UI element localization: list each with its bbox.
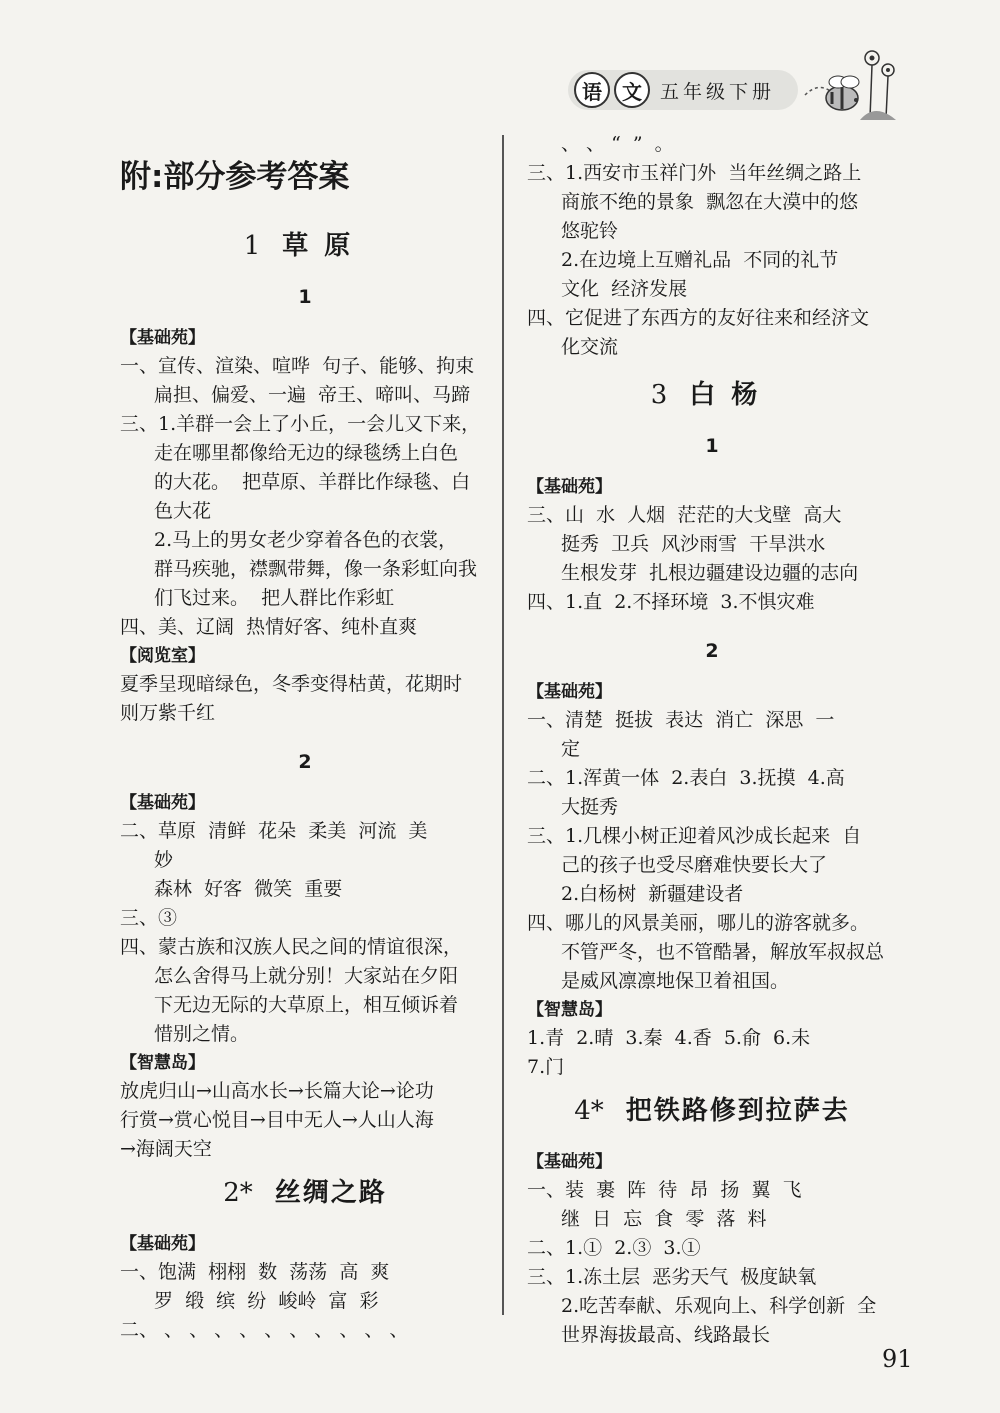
answer-line: 群马疾驰，襟飘带舞，像一条彩虹向我 [154, 558, 478, 580]
answer-line: 7.门 [527, 1056, 565, 1078]
answer-line: 放虎归山→山高水长→长篇大论→论功 [120, 1080, 434, 1102]
lesson-number: 2* [223, 1178, 253, 1208]
answer-line: 悠驼铃 [561, 220, 619, 242]
answer-line: 夏季呈现暗绿色，冬季变得枯黄，花期时 [120, 673, 463, 695]
answer-line: 四、美、辽阔 热情好客、纯朴直爽 [120, 616, 418, 638]
answer-line: 四、蒙古族和汉族人民之间的情谊很深， [120, 936, 463, 958]
answer-line: 四、哪儿的风景美丽，哪儿的游客就多。 [527, 912, 870, 934]
answer-line: 三、1.冻土层 恶劣天气 极度缺氧 [527, 1266, 817, 1288]
page-header [568, 40, 898, 130]
answer-line: 商旅不绝的景象 飘忽在大漠中的悠 [561, 191, 859, 213]
lesson-4-title [527, 1088, 897, 1134]
lesson-name: 把铁路修到拉萨去 [625, 1096, 850, 1126]
answer-line: 生根发芽 扎根边疆建设边疆的志向 [561, 562, 859, 584]
answer-line: 世界海拔最高、线路最长 [561, 1324, 771, 1346]
section-label-jichu: 【基础苑】 [120, 1234, 205, 1254]
answer-line: 四、1.直 2.不择环境 3.不惧灾难 [527, 591, 815, 613]
answer-line: 走在哪里都像给无边的绿毯绣上白色 [154, 442, 459, 464]
part-number: 2 [298, 751, 312, 773]
answer-line: 2.白杨树 新疆建设者 [561, 883, 744, 905]
lesson-2-title [120, 1170, 490, 1216]
left-column [120, 155, 490, 1345]
answer-line: 二、1.① 2.③ 3.① [527, 1237, 701, 1259]
answer-line: 不管严冬，也不管酷暑，解放军叔叔总 [561, 941, 885, 963]
answer-line: 三、1.几棵小树正迎着风沙成长起来 自 [527, 825, 862, 847]
answer-line: 们飞过来。 把人群比作彩虹 [154, 587, 395, 609]
part-number: 1 [298, 286, 312, 308]
section-label-jichu: 【基础苑】 [120, 328, 205, 348]
answer-line: 2.吃苦奉献、乐观向上、科学创新 全 [561, 1295, 877, 1317]
lesson-name: 白杨 [689, 380, 774, 410]
answer-line: 一、装 裹 阵 待 昂 扬 翼 飞 [527, 1179, 802, 1201]
part-number: 2 [705, 640, 719, 662]
answer-line: 、 、 “ ” 。 [561, 133, 674, 155]
subject-char-1: 语 [574, 72, 610, 108]
answer-line: 是威风凛凛地保卫着祖国。 [561, 970, 790, 992]
answer-line: 森林 好客 微笑 重要 [154, 878, 343, 900]
answer-line: 色大花 [154, 500, 212, 522]
answer-line: 的大花。 把草原、羊群比作绿毯、白 [154, 471, 471, 493]
answer-line: 三、③ [120, 907, 178, 929]
lesson-3-title [527, 372, 897, 418]
answer-line: 三、山 水 人烟 茫茫的大戈壁 高大 [527, 504, 842, 526]
section-label-jichu: 【基础苑】 [527, 477, 612, 497]
answer-line: 1.青 2.晴 3.秦 4.香 5.俞 6.未 [527, 1027, 811, 1049]
page-number: 91 [882, 1345, 913, 1373]
answer-line: 化交流 [561, 336, 619, 358]
answer-line: 二、 、 、 、 、 、 、 、 、 、 、 [120, 1319, 409, 1341]
answer-line: 则万紫千红 [120, 702, 216, 724]
answer-line: 罗 缎 缤 纷 峻岭 富 彩 [154, 1290, 379, 1312]
answer-line: 文化 经济发展 [561, 278, 688, 300]
section-label-jichu: 【基础苑】 [120, 793, 205, 813]
answer-line: 一、宣传、渲染、喧哗 句子、能够、拘束 [120, 355, 475, 377]
appendix-title: 附:部分参考答案 [120, 159, 350, 195]
lesson-1-title [120, 223, 490, 269]
answer-line: 继 日 忘 食 零 落 料 [561, 1208, 767, 1230]
lesson-name: 丝绸之路 [274, 1178, 387, 1208]
lesson-number: 3 [650, 380, 668, 410]
column-divider [502, 135, 504, 1315]
section-label-zhihui: 【智慧岛】 [527, 1000, 612, 1020]
part-number: 1 [705, 435, 719, 457]
section-label-yuelan: 【阅览室】 [120, 646, 205, 666]
lesson-name: 草原 [282, 231, 367, 261]
answer-line: 扁担、偏爱、一遍 帝王、啼叫、马蹄 [154, 384, 471, 406]
answer-line: 二、1.浑黄一体 2.表白 3.抚摸 4.高 [527, 767, 845, 789]
answer-line: 一、清楚 挺拔 表达 消亡 深思 一 [527, 709, 835, 731]
answer-line: 行赏→赏心悦目→目中无人→人山人海 [120, 1109, 434, 1131]
section-label-jichu: 【基础苑】 [527, 682, 612, 702]
answer-line: 二、草原 清鲜 花朵 柔美 河流 美 [120, 820, 428, 842]
answer-line: 四、它促进了东西方的友好往来和经济文 [527, 307, 870, 329]
subject-grade-banner [568, 70, 798, 110]
section-label-zhihui: 【智慧岛】 [120, 1053, 205, 1073]
answer-line: 一、饱满 栩栩 数 荡荡 高 爽 [120, 1261, 390, 1283]
subject-char-2: 文 [614, 72, 650, 108]
answer-line: 定 [561, 738, 581, 760]
answer-line: 2.在边境上互赠礼品 不同的礼节 [561, 249, 839, 271]
grade-label: 五年级下册 [660, 80, 776, 103]
answer-line: 2.马上的男女老少穿着各色的衣裳， [154, 529, 458, 551]
lesson-number: 4* [574, 1096, 604, 1126]
answer-line: 怎么舍得马上就分别！大家站在夕阳 [154, 965, 459, 987]
right-column [527, 130, 897, 1350]
answer-line: 三、1.羊群一会上了小丘，一会儿又下来， [120, 413, 481, 435]
lesson-number: 1 [243, 231, 261, 261]
answer-line: 下无边无际的大草原上，相互倾诉着 [154, 994, 459, 1016]
answer-line: →海阔天空 [120, 1138, 212, 1160]
answer-line: 挺秀 卫兵 风沙雨雪 干旱洪水 [561, 533, 826, 555]
answer-line: 三、1.西安市玉祥门外 当年丝绸之路上 [527, 162, 862, 184]
bee-flower-icon [800, 40, 900, 130]
answer-line: 己的孩子也受尽磨难快要长大了 [561, 854, 828, 876]
answer-line: 惜别之情。 [154, 1023, 250, 1045]
answer-line: 大挺秀 [561, 796, 619, 818]
answer-line: 妙 [154, 849, 174, 871]
section-label-jichu: 【基础苑】 [527, 1152, 612, 1172]
